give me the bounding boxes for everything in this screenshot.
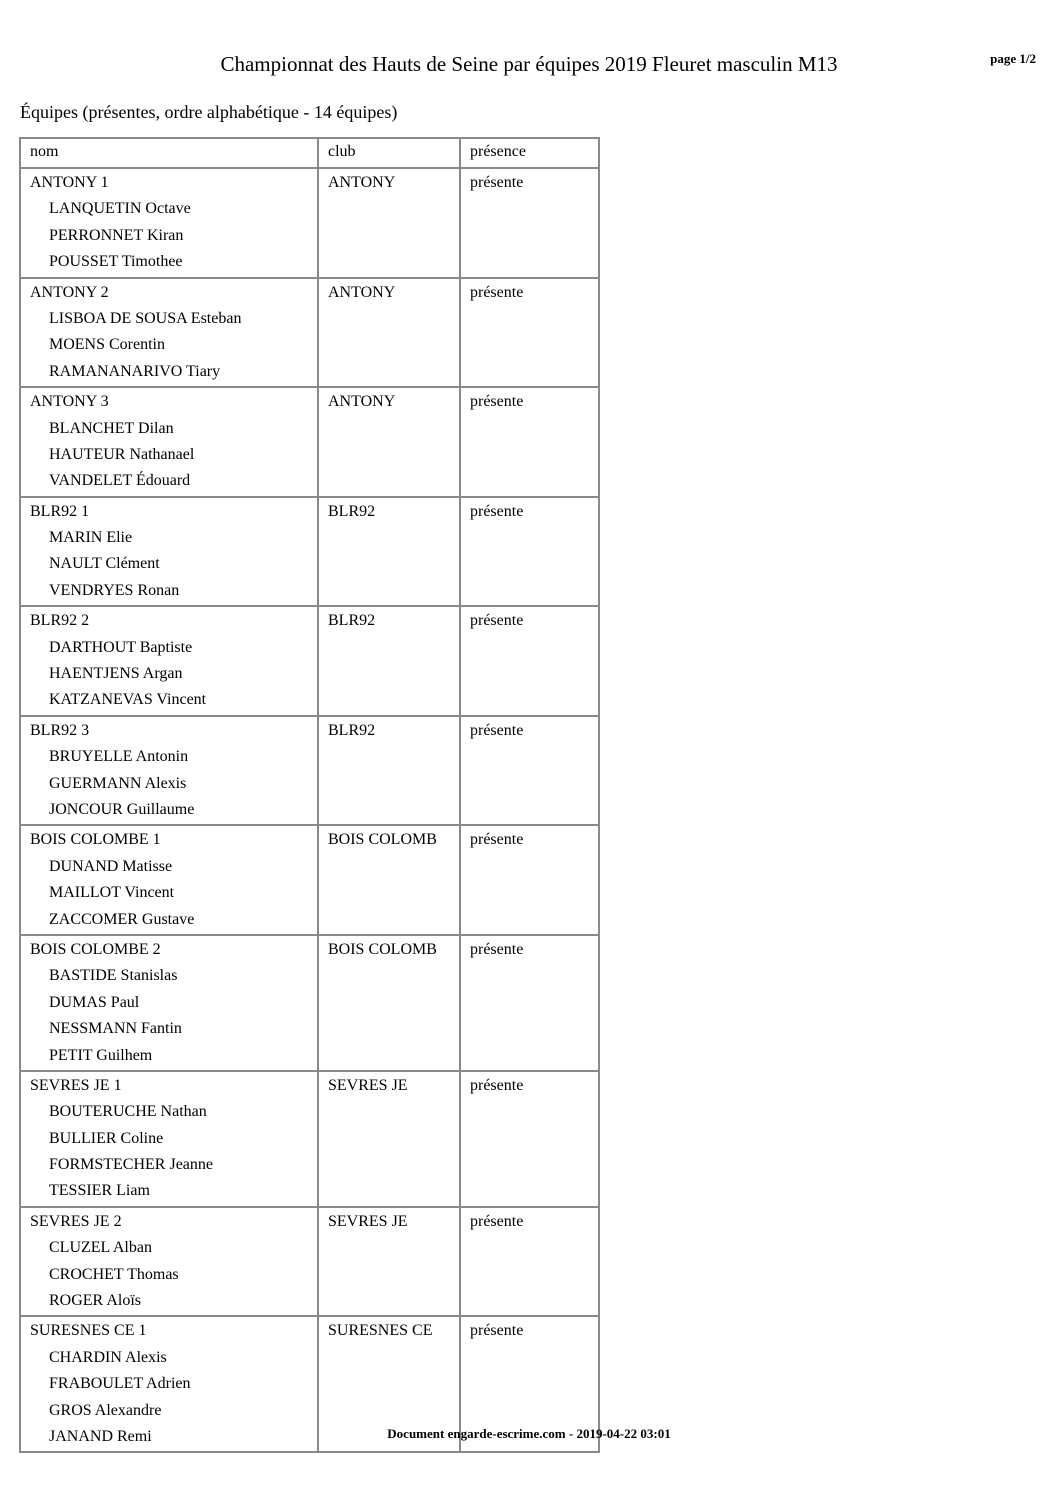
team-name-cell [20,606,318,716]
team-member: FORMSTECHER Jeanne [49,1156,213,1174]
team-member: CROCHET Thomas [49,1265,179,1283]
team-presence-cell [460,935,599,1071]
team-club: ANTONY [328,393,396,411]
team-member: BRUYELLE Antonin [49,748,189,766]
team-row [20,278,599,388]
team-member: KATZANEVAS Vincent [49,691,207,709]
team-presence-cell [460,278,599,388]
team-row [20,825,599,935]
team-name: BLR92 2 [30,612,90,630]
team-member: BLANCHET Dilan [49,419,174,437]
team-presence: présente [470,283,524,301]
team-member: ROGER Aloïs [49,1292,142,1310]
team-name: ANTONY 1 [30,174,109,191]
team-name-cell [20,387,318,497]
team-name-cell [20,716,318,826]
document-footer: Document engarde-escrime.com - 2019-04-22 03:01 [387,1426,671,1441]
team-presence-cell [460,168,599,278]
team-member: CHARDIN Alexis [49,1348,167,1366]
team-presence-cell [460,1071,599,1207]
team-row [20,497,599,607]
teams-table [19,137,600,1453]
team-presence: présente [470,1076,524,1094]
team-presence-cell [460,606,599,716]
team-member: CLUZEL Alban [49,1239,152,1257]
team-member: DARTHOUT Baptiste [49,638,193,656]
team-member: BULLIER Coline [49,1129,164,1147]
team-name: SURESNES CE 1 [30,1322,147,1340]
column-header-nom: nom [20,138,318,168]
team-club: SEVRES JE [328,1076,408,1094]
team-club-cell [318,387,460,497]
team-presence: présente [470,502,524,520]
table-header-row [20,138,599,168]
team-member: HAENTJENS Argan [49,665,183,683]
team-club: ANTONY [328,283,396,301]
team-name: BOIS COLOMBE 2 [30,940,161,958]
team-row [20,716,599,826]
team-name-cell [20,935,318,1071]
team-presence: présente [470,940,524,958]
column-header-presence: présence [460,138,599,168]
team-name: ANTONY 3 [30,393,109,411]
team-club-cell [318,1071,460,1207]
team-member: NESSMANN Fantin [49,1020,182,1038]
team-presence: présente [470,831,524,849]
team-name-cell [20,1207,318,1317]
team-club-cell [318,825,460,935]
team-member: JONCOUR Guillaume [49,800,195,818]
team-member: GROS Alexandre [49,1401,162,1419]
team-row [20,387,599,497]
team-row [20,1207,599,1317]
team-club-cell [318,606,460,716]
team-member: LISBOA DE SOUSA Esteban [49,309,242,327]
team-club-cell [318,497,460,607]
team-name-cell [20,1071,318,1207]
team-member: RAMANANARIVO Tiary [49,362,221,380]
team-name-cell [20,825,318,935]
team-member: TESSIER Liam [49,1182,150,1200]
team-member: FRABOULET Adrien [49,1375,191,1393]
section-subtitle: Équipes (présentes, ordre alphabétique - 14 équipes) [20,102,398,122]
team-club: BLR92 [328,721,376,739]
team-presence-cell [460,825,599,935]
team-club: BOIS COLOMB [328,940,437,958]
team-presence: présente [470,393,524,411]
team-presence: présente [470,174,524,191]
team-presence: présente [470,612,524,630]
team-club-cell [318,1207,460,1317]
team-member: MOENS Corentin [49,336,165,354]
team-name-cell [20,278,318,388]
team-club: BOIS COLOMB [328,831,437,849]
team-row [20,935,599,1071]
team-presence: présente [470,1212,524,1230]
team-club-cell [318,935,460,1071]
team-name: BLR92 1 [30,502,90,520]
team-name-cell [20,497,318,607]
page-number: page 1/2 [990,51,1036,66]
team-member: DUMAS Paul [49,993,140,1011]
team-member: DUNAND Matisse [49,857,173,875]
team-presence-cell [460,387,599,497]
team-member: JANAND Remi [49,1427,152,1445]
team-row [20,168,599,278]
team-name: ANTONY 2 [30,283,109,301]
team-presence: présente [470,1322,524,1340]
team-member: MAILLOT Vincent [49,884,175,902]
team-member: VENDRYES Ronan [49,581,180,599]
team-club: BLR92 [328,612,376,630]
team-row [20,606,599,716]
team-name: SEVRES JE 1 [30,1076,122,1094]
team-member: BOUTERUCHE Nathan [49,1103,207,1121]
team-name: BOIS COLOMBE 1 [30,831,161,849]
page-title: Championnat des Hauts de Seine par équipes 2019 Fleuret masculin M13 [220,52,838,76]
team-name-cell [20,168,318,278]
team-club: BLR92 [328,502,376,520]
team-member: VANDELET Édouard [49,472,191,490]
team-member: BASTIDE Stanislas [49,967,178,985]
team-presence-cell [460,497,599,607]
team-member: POUSSET Timothee [49,253,183,271]
team-club: SEVRES JE [328,1212,408,1230]
team-member: ZACCOMER Gustave [49,910,195,928]
team-presence-cell [460,1207,599,1317]
team-member: PERRONNET Kiran [49,226,184,244]
team-club: SURESNES CE [328,1322,433,1340]
team-club-cell [318,278,460,388]
team-member: NAULT Clément [49,555,160,573]
team-presence-cell [460,716,599,826]
team-club: ANTONY [328,174,396,191]
column-header-club: club [318,138,460,168]
team-member: GUERMANN Alexis [49,774,187,792]
team-club-cell [318,168,460,278]
team-club-cell [318,716,460,826]
team-row [20,1071,599,1207]
team-member: LANQUETIN Octave [49,200,191,218]
team-member: PETIT Guilhem [49,1046,153,1064]
team-name: SEVRES JE 2 [30,1212,122,1230]
team-member: HAUTEUR Nathanael [49,445,195,463]
team-presence: présente [470,721,524,739]
team-member: MARIN Elie [49,529,133,547]
team-name: BLR92 3 [30,721,90,739]
